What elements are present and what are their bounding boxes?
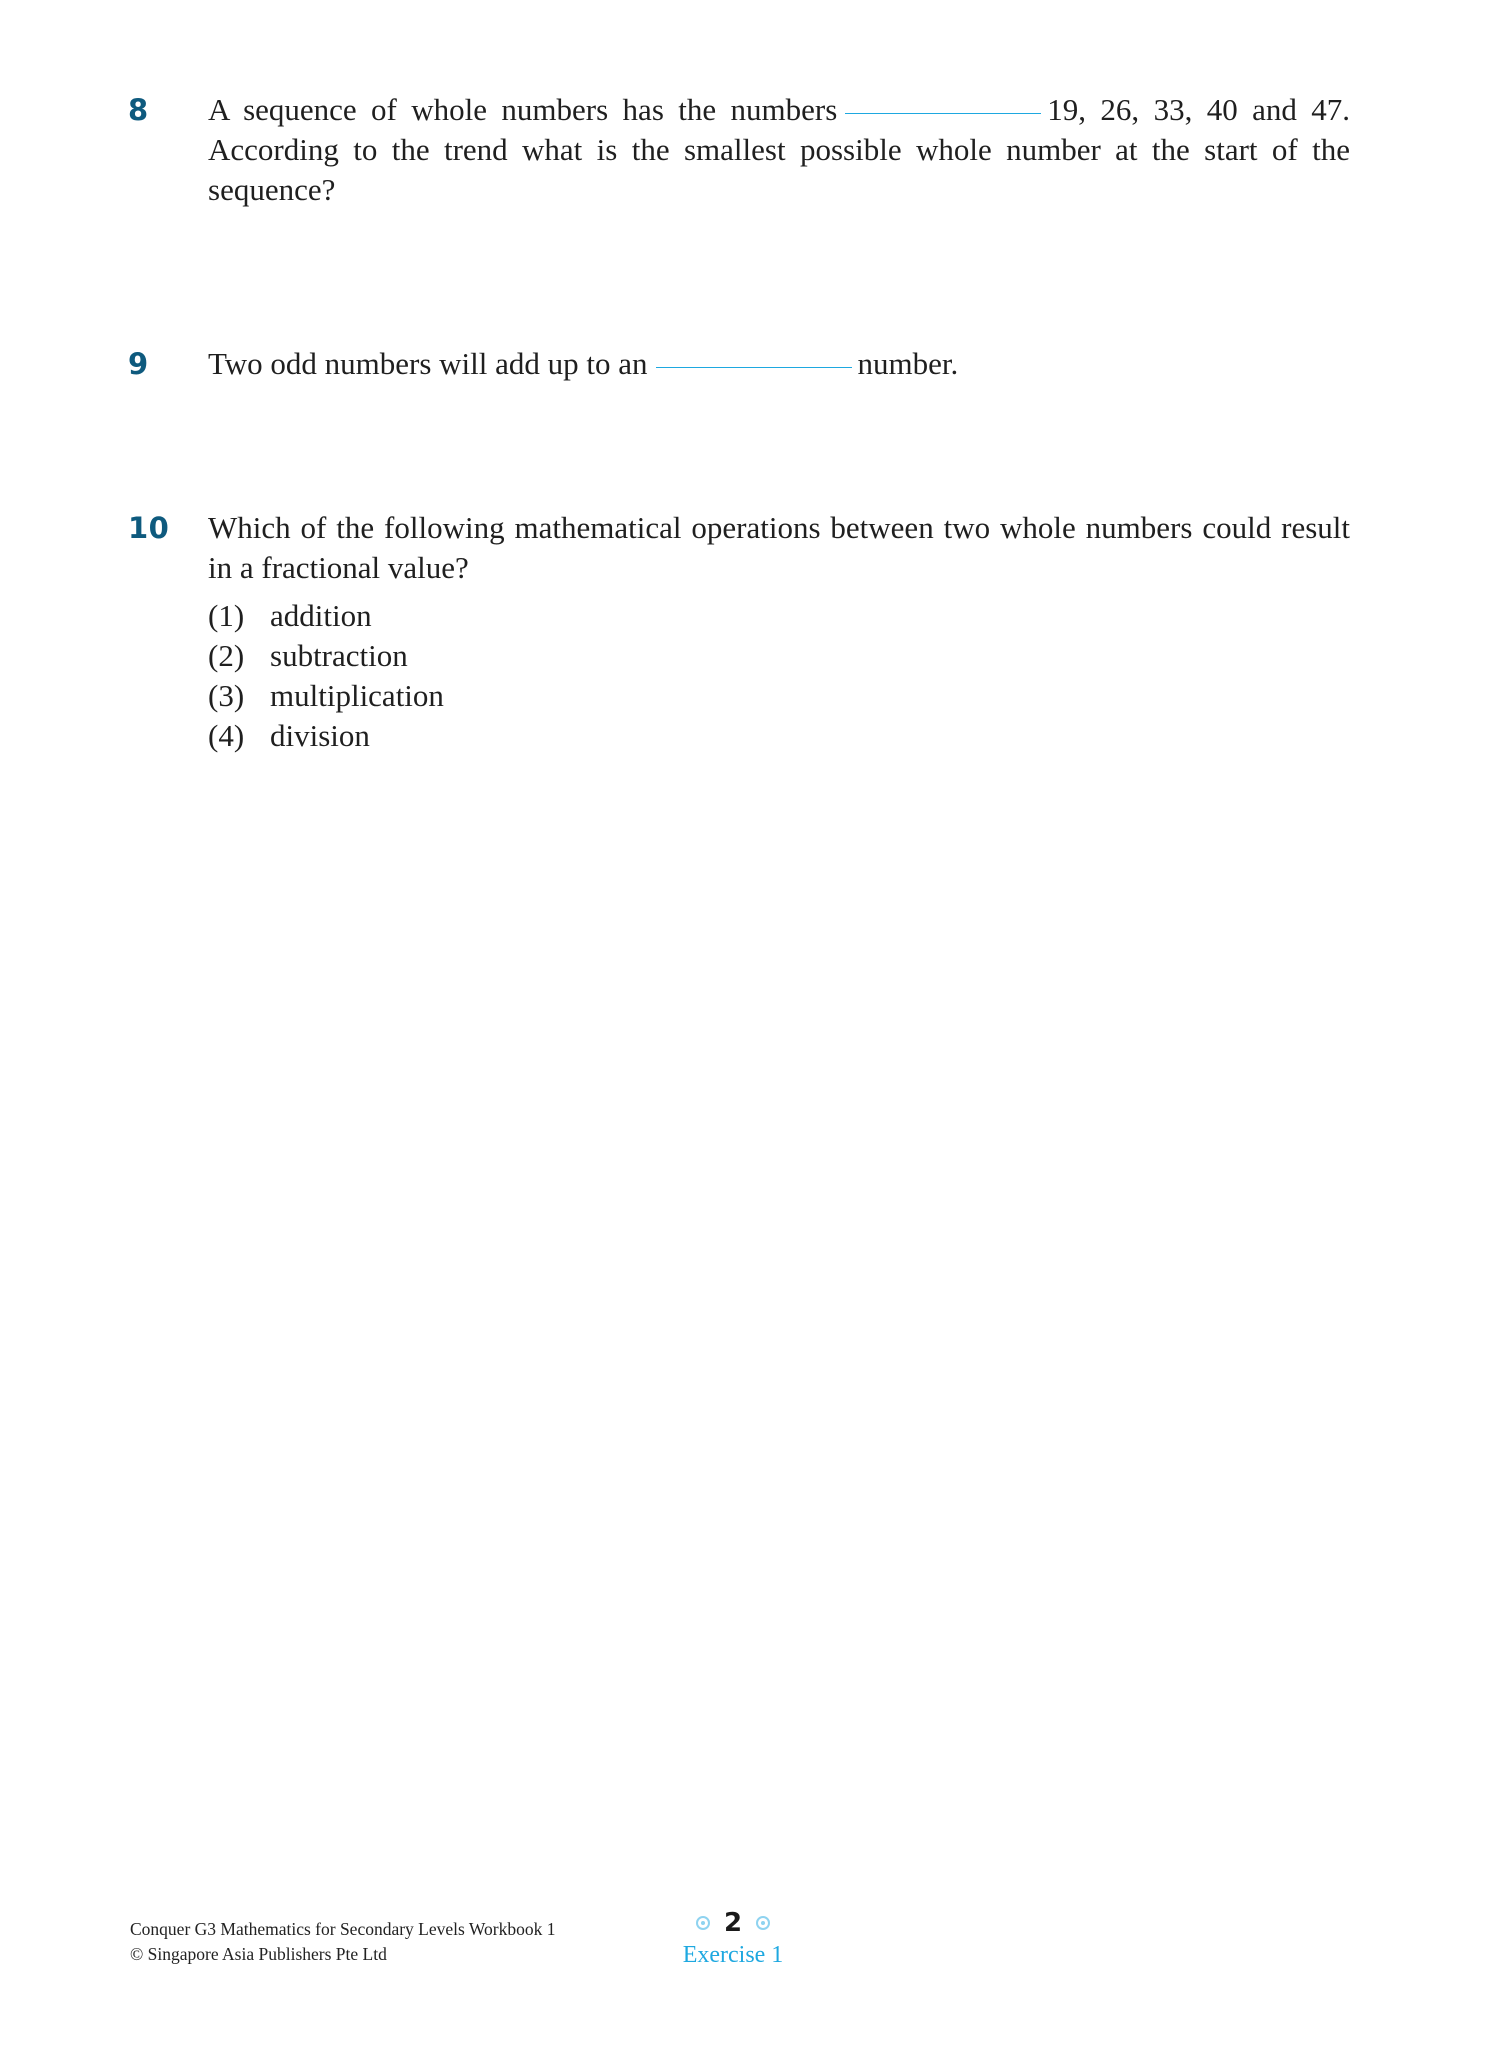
- answer-blank[interactable]: [845, 112, 1041, 114]
- circle-dot-icon: [756, 1916, 770, 1930]
- question-number: 9: [128, 347, 149, 381]
- question-number: 8: [128, 93, 149, 127]
- question-text: Which of the following mathematical operations between two whole numbers could result in a fractional value?: [208, 510, 1350, 585]
- question-text: [208, 344, 1350, 384]
- option-text: addition: [270, 598, 372, 633]
- option-text: subtraction: [270, 638, 408, 673]
- option-label: (3): [208, 678, 245, 713]
- option-3[interactable]: [208, 676, 444, 716]
- book-title: Conquer G3 Mathematics for Secondary Levels Workbook 1: [130, 1919, 556, 1939]
- options-list: [208, 596, 444, 756]
- option-label: (4): [208, 718, 245, 753]
- question-text-after-blank: number.: [857, 346, 959, 381]
- answer-blank[interactable]: [656, 366, 852, 368]
- option-4[interactable]: [208, 716, 444, 756]
- option-2[interactable]: [208, 636, 444, 676]
- section-label: Exercise 1: [682, 1942, 784, 1968]
- option-label: (2): [208, 638, 245, 673]
- option-1[interactable]: [208, 596, 444, 636]
- question-number: 10: [128, 511, 170, 545]
- page-number: 2: [723, 1908, 743, 1938]
- circle-dot-icon: [696, 1916, 710, 1930]
- page-number-row: [633, 1906, 833, 1940]
- page-footer: [633, 1906, 833, 1970]
- question-text-before-blank: Two odd numbers will add up to an: [208, 346, 648, 381]
- question-text-before-blank: A sequence of whole numbers has the numbers: [208, 92, 838, 127]
- option-text: multiplication: [270, 678, 444, 713]
- question-text-after-blank: 19, 26, 33, 40 and 47. According to the trend what is the smallest possible whole number at the start of the sequence?: [208, 92, 1350, 207]
- option-text: division: [270, 718, 370, 753]
- option-label: (1): [208, 598, 245, 633]
- footer-credits: [130, 1917, 555, 1967]
- question-text: [208, 90, 1350, 210]
- copyright-notice: © Singapore Asia Publishers Pte Ltd: [130, 1944, 387, 1964]
